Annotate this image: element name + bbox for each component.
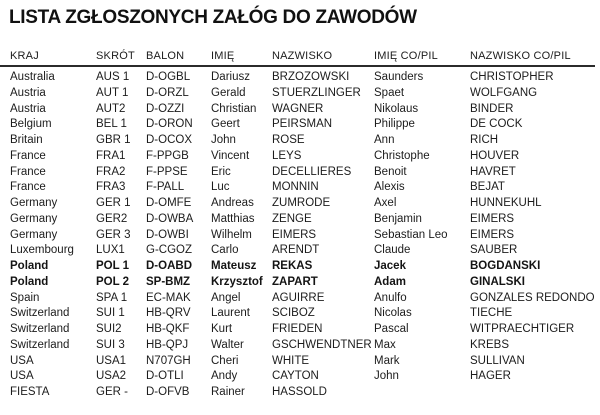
cell-nazwisko: ROSE [272,134,305,146]
col-header-nazwisko: NAZWISKO [272,50,374,66]
table-row [0,228,595,244]
cell-imie: Kurt [211,323,233,335]
cell-imie-copil: Jacek [374,260,406,272]
cell-balon: SP-BMZ [146,275,191,288]
cell-skrot: SPA 1 [96,291,128,304]
cell-nazwisko-copil: TIECHE [470,307,513,320]
cell-imie-copil: Adam [374,275,406,288]
cell-nazwisko: ZAPART [272,275,318,288]
cell-imie: Andreas [211,197,254,209]
col-header-nazwisko-copil: NAZWISKO CO/PIL [470,50,595,66]
cell-skrot: USA1 [96,354,127,367]
crew-table [0,50,595,401]
cell-balon: F-PPSE [146,165,188,178]
table-row [0,133,595,149]
cell-skrot: GER 3 [96,228,131,241]
table-row [0,66,595,86]
cell-nazwisko-copil: EIMERS [470,228,515,241]
table-row [0,149,595,165]
page-title: LISTA ZGŁOSZONYCH ZAŁÓG DO ZAWODÓW [9,7,417,28]
cell-kraj: Switzerland [10,307,70,320]
table-header [0,50,595,66]
cell-skrot: POL 2 [96,275,130,288]
cell-imie: Carlo [211,244,239,257]
cell-nazwisko: EIMERS [272,228,317,241]
cell-nazwisko: WHITE [272,354,310,367]
cell-imie: Luc [211,181,230,194]
cell-imie: Geert [211,118,240,131]
table-row [0,275,595,291]
cell-skrot: SUI2 [96,323,122,335]
cell-imie: Rainer [211,386,245,398]
cell-skrot: SUI 1 [96,307,125,320]
table-row [0,180,595,196]
cell-skrot: AUT2 [96,102,126,115]
table-row [0,338,595,354]
cell-kraj: France [10,149,46,162]
cell-balon: D-OCOX [146,134,192,146]
cell-nazwisko: STUERZLINGER [272,86,361,99]
cell-kraj: Austria [10,86,46,99]
cell-nazwisko-copil: KREBS [470,338,509,351]
cell-nazwisko: GSCHWENDTNER [272,338,372,351]
cell-balon: D-OWBA [146,212,194,225]
cell-nazwisko-copil: CHRISTOPHER [470,71,554,83]
cell-imie: Dariusz [211,71,250,83]
cell-balon: D-ORZL [146,86,189,99]
cell-imie-copil: Benjamin [374,212,422,225]
cell-nazwisko-copil: HUNNEKUHL [470,197,542,209]
cell-nazwisko: FRIEDEN [272,323,323,335]
cell-nazwisko: REKAS [272,260,313,272]
cell-imie: Walter [211,338,244,351]
cell-imie: Andy [211,370,238,383]
cell-nazwisko-copil: HAGER [470,370,511,383]
cell-skrot: FRA1 [96,149,126,162]
cell-skrot: SUI 3 [96,338,125,351]
cell-imie: Krzysztof [211,275,263,288]
cell-skrot: FRA3 [96,181,126,194]
cell-imie-copil: Ann [374,134,395,146]
cell-nazwisko: WAGNER [272,102,324,115]
cell-skrot: AUS 1 [96,71,130,83]
cell-kraj: Germany [10,228,58,241]
cell-imie: Gerald [211,86,246,99]
cell-kraj: FIESTA [10,386,50,398]
cell-imie: Christian [211,102,257,115]
cell-imie-copil: Saunders [374,71,424,83]
cell-kraj: Spain [10,291,40,304]
cell-imie: Mateusz [211,260,257,272]
cell-nazwisko-copil: HOUVER [470,149,520,162]
cell-imie: Matthias [211,212,255,225]
cell-imie-copil: Christophe [374,149,430,162]
cell-skrot: GER2 [96,212,128,225]
cell-balon: D-OMFE [146,197,192,209]
cell-nazwisko: ARENDT [272,244,320,257]
cell-imie-copil: John [374,370,399,383]
cell-kraj: France [10,181,46,194]
cell-nazwisko-copil: EIMERS [470,212,515,225]
table-row [0,243,595,259]
cell-nazwisko-copil [470,385,595,401]
cell-balon: N707GH [146,354,191,367]
cell-imie: Vincent [211,149,250,162]
col-header-kraj: KRAJ [0,50,96,66]
cell-nazwisko: PEIRSMAN [272,118,333,131]
cell-balon: D-OABD [146,260,192,272]
cell-nazwisko: DECELLIERES [272,165,352,178]
cell-imie-copil: Benoit [374,165,407,178]
col-header-imie: IMIĘ [211,50,272,66]
cell-kraj: Switzerland [10,338,70,351]
cell-balon: G-CGOZ [146,244,192,257]
cell-balon: F-PPGB [146,149,189,162]
table-row [0,306,595,322]
cell-nazwisko-copil: GINALSKI [470,275,525,288]
cell-imie: Eric [211,165,231,178]
cell-nazwisko: CAYTON [272,370,319,383]
cell-nazwisko-copil: RICH [470,134,499,146]
cell-kraj: USA [10,370,34,383]
cell-imie-copil: Sebastian Leo [374,228,448,241]
cell-imie-copil: Nikolaus [374,102,419,115]
cell-balon: HB-QRV [146,307,191,320]
cell-nazwisko-copil: BEJAT [470,181,505,194]
cell-imie: Wilhelm [211,228,252,241]
cell-skrot: GER - [96,386,128,398]
cell-balon: EC-MAK [146,291,191,304]
cell-balon: D-OFVB [146,386,190,398]
cell-kraj: Germany [10,197,58,209]
cell-imie-copil: Max [374,338,396,351]
col-header-skrot: SKRÓT [96,50,146,66]
table-row [0,165,595,181]
cell-nazwisko: ZENGE [272,212,312,225]
cell-nazwisko: BRZOZOWSKI [272,71,350,83]
cell-balon: HB-QPJ [146,338,189,351]
cell-imie-copil: Pascal [374,323,409,335]
cell-balon: D-OWBI [146,228,189,241]
cell-skrot: AUT 1 [96,86,129,99]
cell-nazwisko: MONNIN [272,181,319,194]
cell-nazwisko-copil: SULLIVAN [470,354,525,367]
cell-imie-copil: Axel [374,197,397,209]
cell-kraj: Poland [10,275,49,288]
cell-kraj: Austria [10,102,46,115]
table-row [0,385,595,401]
cell-nazwisko: LEYS [272,149,302,162]
cell-kraj: Switzerland [10,323,70,335]
cell-nazwisko-copil: GONZALES REDONDO [470,291,595,304]
cell-kraj: Belgium [10,118,52,131]
cell-kraj: Germany [10,212,58,225]
cell-imie-copil: Philippe [374,118,415,131]
cell-balon: D-OGBL [146,71,191,83]
cell-imie-copil: Anulfo [374,291,407,304]
cell-imie-copil: Nicolas [374,307,412,320]
table-row [0,86,595,102]
cell-imie-copil: Mark [374,354,400,367]
table-row [0,322,595,338]
cell-imie: John [211,134,236,146]
cell-nazwisko-copil: HAVRET [470,165,516,178]
cell-imie-copil: Claude [374,244,411,257]
table-row [0,212,595,228]
cell-imie-copil: Alexis [374,181,405,194]
cell-imie: Laurent [211,307,251,320]
cell-nazwisko: HASSOLD [272,386,327,398]
cell-kraj: USA [10,354,34,367]
table-row [0,196,595,212]
cell-kraj: France [10,165,46,178]
cell-nazwisko-copil: WOLFGANG [470,86,538,99]
cell-skrot: GER 1 [96,197,131,209]
cell-kraj: Australia [10,71,55,83]
cell-kraj: Luxembourg [10,244,74,257]
cell-nazwisko-copil: SAUBER [470,244,518,257]
cell-nazwisko-copil: WITPRAECHTIGER [470,323,575,335]
table-row [0,102,595,118]
table-row [0,117,595,133]
cell-nazwisko-copil: BINDER [470,102,514,115]
cell-kraj: Britain [10,134,43,146]
cell-nazwisko: AGUIRRE [272,291,325,304]
cell-imie-copil [374,385,470,401]
cell-balon: D-ORON [146,118,193,131]
header-row [0,50,595,66]
col-header-imie-copil: IMIĘ CO/PIL [374,50,470,66]
cell-nazwisko: SCIBOZ [272,307,315,320]
cell-nazwisko-copil: BOGDANSKI [470,260,541,272]
cell-skrot: GBR 1 [96,134,131,146]
cell-balon: HB-QKF [146,323,190,335]
table-row [0,354,595,370]
cell-kraj: Poland [10,260,49,272]
cell-imie: Cheri [211,354,239,367]
table-row [0,259,595,275]
table-row [0,291,595,307]
table-row [0,369,595,385]
cell-balon: F-PALL [146,181,185,194]
cell-skrot: POL 1 [96,260,130,272]
cell-skrot: LUX1 [96,244,125,257]
cell-skrot: BEL 1 [96,118,127,131]
table-body [0,66,595,401]
cell-imie-copil: Spaet [374,86,405,99]
cell-balon: D-OTLI [146,370,184,383]
cell-nazwisko: ZUMRODE [272,197,331,209]
cell-skrot: USA2 [96,370,127,383]
cell-skrot: FRA2 [96,165,126,178]
col-header-balon: BALON [146,50,211,66]
cell-balon: D-OZZI [146,102,185,115]
cell-imie: Angel [211,291,241,304]
cell-nazwisko-copil: DE COCK [470,118,523,131]
